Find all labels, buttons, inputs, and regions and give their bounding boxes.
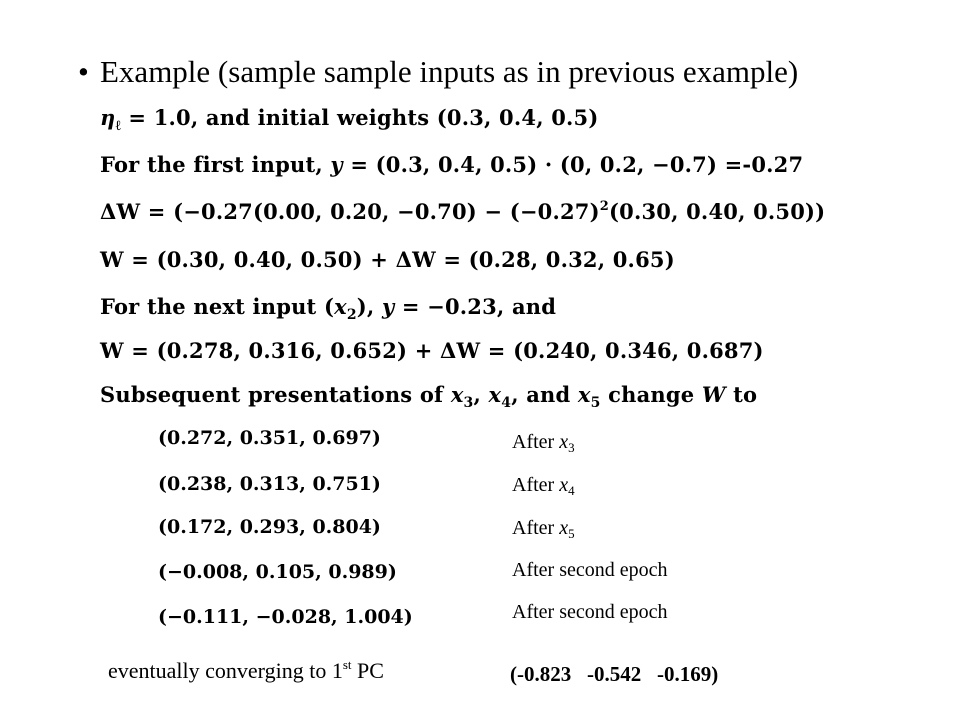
w-next-text: W = (0.278, 0.316, 0.652) + ΔW = (0.240, 0.346, 0.687) <box>100 338 764 363</box>
delta-w-text-pre: ΔW = (−0.27(0.00, 0.20, −0.70) − (−0.27) <box>100 199 600 224</box>
x5-var: x <box>577 382 591 407</box>
result-label: After $x_3$ <box>512 431 575 455</box>
learning-rate-text: = 1.0, and initial weights (0.3, 0.4, 0.5) <box>120 105 599 130</box>
first-input-product: = (0.3, 0.4, 0.5) · (0, 0.2, −0.7) =-0.27 <box>342 152 804 177</box>
w-update-text: W = (0.30, 0.40, 0.50) + ΔW = (0.28, 0.32, 0.65) <box>100 247 675 272</box>
w-next-line <box>100 336 764 366</box>
result-label: After second epoch <box>512 601 668 623</box>
subsequent-text: Subsequent presentations of <box>100 382 451 407</box>
next-input-sep: ), <box>356 294 382 319</box>
x4-var: x <box>488 382 502 407</box>
result-vector: (0.172, 0.293, 0.804) <box>158 516 381 538</box>
x3-var: x <box>450 382 464 407</box>
comma: , <box>473 382 489 407</box>
delta-w-line <box>100 197 825 227</box>
result-vector: (−0.008, 0.105, 0.989) <box>158 561 397 583</box>
next-input-line <box>100 292 556 322</box>
result-label: After second epoch <box>512 559 668 581</box>
eta-subscript: ℓ <box>115 118 121 134</box>
principal-component-vector: (-0.823 -0.542 -0.169) <box>510 662 719 686</box>
and-text: , and <box>511 382 578 407</box>
bullet-heading <box>78 52 798 92</box>
next-input-value: = −0.23, and <box>394 294 557 319</box>
next-input-text: For the next input ( <box>100 294 335 319</box>
x-subscript: 2 <box>346 307 357 323</box>
result-vector: (0.238, 0.313, 0.751) <box>158 473 381 495</box>
to-text: to <box>725 382 758 407</box>
delta-w-text-post: (0.30, 0.40, 0.50)) <box>609 199 826 224</box>
x-variable: x <box>334 294 347 319</box>
bullet-text: Example (sample sample inputs as in previous example) <box>100 54 799 89</box>
result-vector: (0.272, 0.351, 0.697) <box>158 427 381 449</box>
learning-rate-line <box>100 103 598 133</box>
x5-sub: 5 <box>590 395 601 411</box>
result-label: After $x_4$ <box>512 474 575 498</box>
bullet-dot-icon: • <box>78 54 89 89</box>
y-variable-2: y <box>381 294 395 319</box>
subsequent-line <box>100 380 757 410</box>
eta-symbol: η <box>100 105 116 130</box>
w-var: W <box>701 382 726 407</box>
result-label: After $x_5$ <box>512 517 575 541</box>
first-input-line <box>100 150 803 180</box>
result-vector: (−0.111, −0.028, 1.004) <box>158 606 413 628</box>
converging-text: eventually converging to 1st PC <box>108 657 384 683</box>
delta-w-square: 2 <box>599 199 610 214</box>
y-variable: y <box>330 152 343 177</box>
change-text: change <box>600 382 702 407</box>
w-update-line <box>100 245 675 275</box>
x3-sub: 3 <box>463 395 474 411</box>
first-input-text: For the first input, <box>100 152 331 177</box>
x4-sub: 4 <box>501 395 512 411</box>
